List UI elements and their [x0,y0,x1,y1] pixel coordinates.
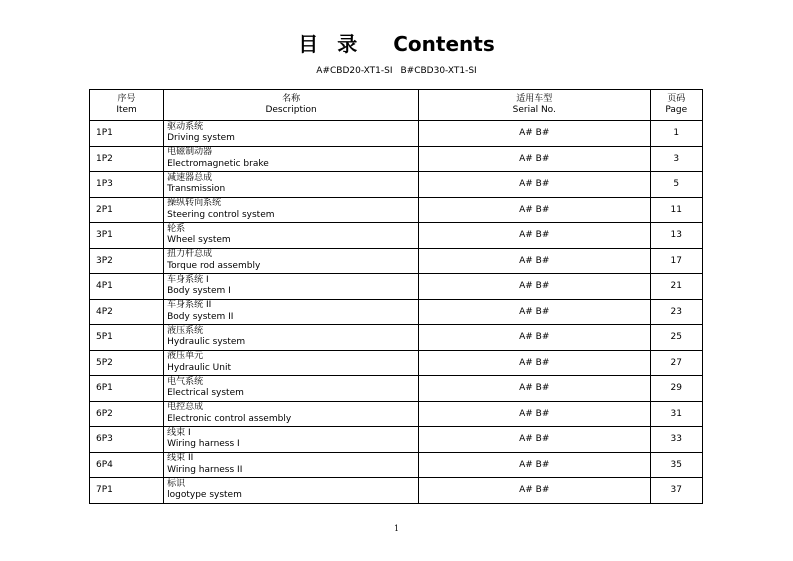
description-en: Steering control system [167,209,275,220]
serial-cell: A# B# [419,376,650,402]
description-cn: 车身系统 I [167,274,209,285]
description-cell [164,223,419,249]
table-row [90,248,703,274]
page-cell: 35 [650,452,703,478]
table-row [90,478,703,504]
description-en: Transmission [167,184,226,195]
table-row [90,121,703,147]
table-row [90,325,703,351]
page-cell: 17 [650,248,703,274]
item-cell: 2P1 [90,197,164,223]
description-cn: 车身系统 II [167,300,212,311]
page-cell: 21 [650,274,703,300]
serial-cell: A# B# [419,197,650,223]
serial-cell: A# B# [419,325,650,351]
item-cell: 3P2 [90,248,164,274]
page-cell: 25 [650,325,703,351]
description-cn: 扭力杆总成 [167,249,213,260]
table-row [90,197,703,223]
description-en: Body system II [167,311,234,322]
column-header-en: Item [116,105,137,115]
page-title [0,28,793,57]
column-header-en: Page [665,105,688,115]
description-cell [164,197,419,223]
page-cell: 13 [650,223,703,249]
description-cell [164,172,419,198]
item-cell: 6P3 [90,427,164,453]
description-cell [164,401,419,427]
description-cell [164,376,419,402]
item-cell: 4P1 [90,274,164,300]
item-cell: 1P1 [90,121,164,147]
serial-cell: A# B# [419,401,650,427]
column-header-serial [419,90,650,121]
item-cell: 1P3 [90,172,164,198]
serial-cell: A# B# [419,248,650,274]
item-cell: 5P1 [90,325,164,351]
serial-cell: A# B# [419,478,650,504]
description-cell [164,299,419,325]
item-cell: 4P2 [90,299,164,325]
serial-cell: A# B# [419,299,650,325]
description-cell [164,274,419,300]
serial-cell: A# B# [419,452,650,478]
table-row [90,452,703,478]
column-header-cn: 适用车型 [516,94,553,104]
header-row [90,90,703,121]
table-row [90,299,703,325]
item-cell: 6P2 [90,401,164,427]
description-en: Torque rod assembly [167,260,261,271]
description-en: Wheel system [167,235,231,246]
item-cell: 7P1 [90,478,164,504]
serial-cell: A# B# [419,274,650,300]
title-english: Contents [393,32,495,56]
table-row [90,376,703,402]
description-cn: 液压单元 [167,351,204,362]
table-body [90,121,703,504]
column-header-cn: 页码 [667,94,686,104]
contents-table [89,89,703,504]
description-cn: 电磁制动器 [167,147,213,158]
description-cell [164,325,419,351]
serial-cell: A# B# [419,350,650,376]
page-number: 1 [393,524,400,533]
item-cell: 1P2 [90,146,164,172]
column-header-description [164,90,419,121]
title-chinese: 目 录 [298,32,364,56]
page-cell: 31 [650,401,703,427]
description-en: Hydraulic Unit [167,362,231,373]
page-cell: 11 [650,197,703,223]
description-en: Electronic control assembly [167,413,292,424]
page-cell: 33 [650,427,703,453]
description-cn: 线束 II [167,453,194,464]
item-cell: 5P2 [90,350,164,376]
page-cell: 23 [650,299,703,325]
table-row [90,427,703,453]
item-cell: 6P4 [90,452,164,478]
description-cn: 线束 I [167,427,191,438]
description-en: Body system I [167,286,231,297]
description-cn: 标识 [167,478,186,489]
model-a: A#CBD20-XT1-SI [316,66,393,76]
description-en: Hydraulic system [167,337,246,348]
page-cell: 29 [650,376,703,402]
description-cell [164,452,419,478]
description-en: Wiring harness I [167,439,240,450]
description-cell [164,478,419,504]
description-cn: 电气系统 [167,376,204,387]
description-cell [164,248,419,274]
serial-cell: A# B# [419,427,650,453]
description-cn: 减速器总成 [167,172,213,183]
description-cn: 电控总成 [167,402,204,413]
table-header [90,90,703,121]
description-en: Driving system [167,133,235,144]
page-cell: 37 [650,478,703,504]
description-en: logotype system [167,490,242,501]
column-header-item [90,90,164,121]
serial-cell: A# B# [419,172,650,198]
serial-cell: A# B# [419,146,650,172]
table-row [90,350,703,376]
serial-cell: A# B# [419,121,650,147]
page-cell: 1 [650,121,703,147]
table-row [90,172,703,198]
table-row [90,223,703,249]
description-en: Electrical system [167,388,244,399]
description-cell [164,350,419,376]
serial-cell: A# B# [419,223,650,249]
item-cell: 3P1 [90,223,164,249]
table-row [90,401,703,427]
description-cn: 轮系 [167,223,186,234]
description-cn: 操纵转向系统 [167,198,222,209]
page-cell: 5 [650,172,703,198]
description-en: Electromagnetic brake [167,158,269,169]
table-row [90,146,703,172]
column-header-en: Description [265,105,317,115]
column-header-cn: 序号 [117,94,136,104]
description-cell [164,121,419,147]
item-cell: 6P1 [90,376,164,402]
description-cn: 液压系统 [167,325,204,336]
column-header-page [650,90,703,121]
column-header-cn: 名称 [282,93,301,104]
description-cn: 驱动系统 [167,121,204,132]
description-cell [164,427,419,453]
table-row [90,274,703,300]
column-header-en: Serial No. [512,105,556,115]
description-cell [164,146,419,172]
model-list [0,66,793,76]
model-b: B#CBD30-XT1-SI [400,66,477,76]
description-en: Wiring harness II [167,464,243,475]
page-cell: 3 [650,146,703,172]
page-cell: 27 [650,350,703,376]
